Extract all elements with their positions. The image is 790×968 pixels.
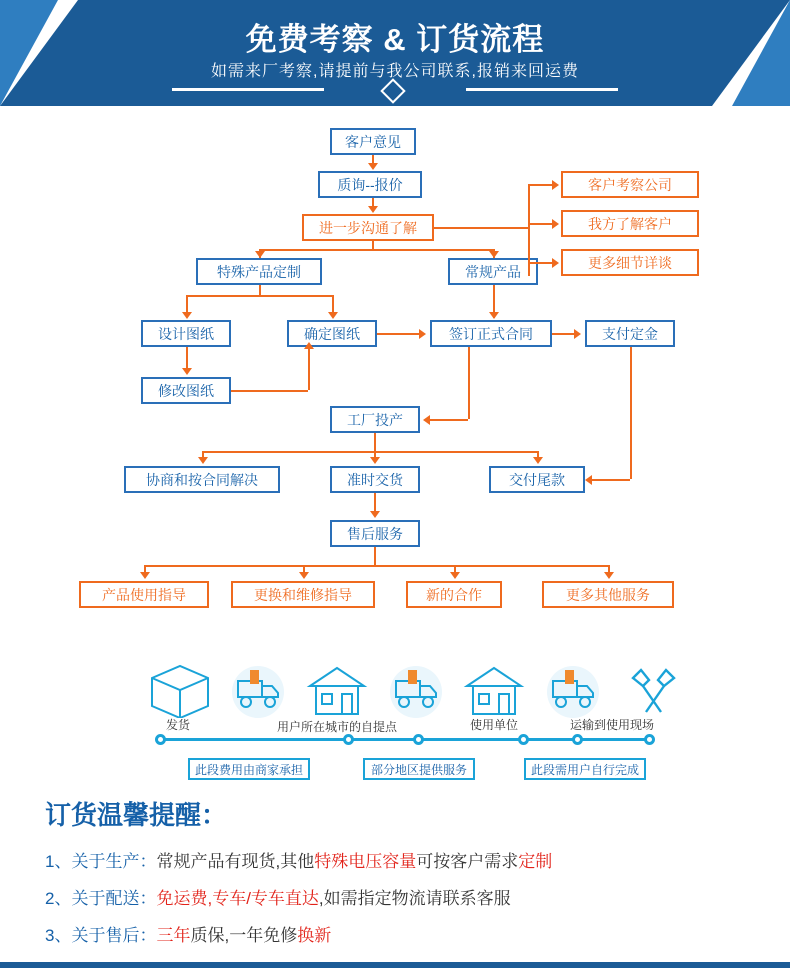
flow-node-n20: 更换和维修指导 (231, 581, 375, 608)
notice-row-part: 常规产品有现货,其他 (156, 852, 315, 871)
notice-row-label: 关于售后： (71, 926, 157, 945)
delivery-tag: 此段需用户自行完成 (524, 758, 646, 780)
delivery-stage-label: 发货 (165, 718, 190, 732)
notice-title: 订货温馨提醒： (45, 800, 228, 830)
notice-row-label: 关于生产： (71, 852, 157, 871)
arrow-icon (304, 342, 314, 349)
connector (231, 390, 308, 392)
arrow-icon (328, 312, 338, 319)
arrow-icon (423, 415, 430, 425)
notice-row (45, 884, 511, 909)
connector (372, 241, 374, 249)
connector (592, 479, 630, 481)
flow-node-n9: 设计图纸 (141, 320, 231, 347)
flow-node-n3: 进一步沟通了解 (302, 214, 434, 241)
arrow-icon (368, 163, 378, 170)
flow-node-n12: 支付定金 (585, 320, 675, 347)
flow-node-n1: 客户意见 (330, 128, 416, 155)
arrow-icon (255, 251, 265, 258)
notice-row-part: 换新 (297, 926, 332, 945)
page-header (0, 0, 790, 106)
flow-node-n13: 修改图纸 (141, 377, 231, 404)
order-notice-section (0, 795, 790, 968)
flow-node-n4: 客户考察公司 (561, 171, 699, 198)
connector (186, 295, 188, 313)
connector (468, 347, 470, 419)
arrow-icon (585, 475, 592, 485)
flow-node-n19: 产品使用指导 (79, 581, 209, 608)
track-dot (518, 734, 529, 745)
track-dot (155, 734, 166, 745)
delivery-stage-label: 用户所在城市的自提点 (276, 720, 397, 734)
connector (528, 262, 553, 264)
arrow-icon (419, 329, 426, 339)
notice-row-index: 1、 (45, 852, 72, 871)
flow-node-n6: 更多细节详谈 (561, 249, 699, 276)
flow-node-n14: 工厂投产 (330, 406, 420, 433)
connector (528, 184, 553, 186)
arrow-icon (552, 180, 559, 190)
page-subtitle: 如需来厂考察,请提前与我公司联系,报销来回运费 (211, 63, 579, 80)
delivery-icons (0, 648, 790, 718)
arrow-icon (450, 572, 460, 579)
connector (202, 451, 537, 453)
page-title: 免费考察 & 订货流程 (245, 22, 545, 57)
flow-node-n22: 更多其他服务 (542, 581, 674, 608)
flow-node-n10: 确定图纸 (287, 320, 377, 347)
delivery-stage-label: 运输到使用现场 (569, 718, 654, 732)
notice-row-part: 免运费,专车/专车直达 (156, 889, 319, 908)
connector (374, 433, 376, 451)
delivery-stage-label: 使用单位 (469, 718, 518, 732)
notice-row-part: ,如需指定物流请联系客服 (318, 889, 511, 908)
connector (430, 419, 468, 421)
connector (374, 493, 376, 513)
track-dot (644, 734, 655, 745)
header-rule-left (172, 88, 324, 91)
notice-row (45, 847, 552, 872)
notice-row-part: 三年 (156, 926, 191, 945)
connector (630, 347, 632, 479)
arrow-icon (198, 457, 208, 464)
arrow-icon (552, 258, 559, 268)
flow-node-n18: 售后服务 (330, 520, 420, 547)
notice-row (45, 921, 331, 946)
track-dot (413, 734, 424, 745)
arrow-icon (182, 312, 192, 319)
connector (259, 285, 261, 295)
notice-row-label: 关于配送： (71, 889, 157, 908)
arrow-icon (489, 312, 499, 319)
arrow-icon (182, 368, 192, 375)
notice-row-index: 2、 (45, 889, 72, 908)
footer-bar (0, 962, 790, 968)
flow-node-n7: 特殊产品定制 (196, 258, 322, 285)
connector (434, 227, 528, 229)
flow-node-n5: 我方了解客户 (561, 210, 699, 237)
delivery-tag: 此段费用由商家承担 (188, 758, 310, 780)
arrow-icon (370, 511, 380, 518)
track-dot (343, 734, 354, 745)
flow-node-n11: 签订正式合同 (430, 320, 552, 347)
notice-row-part: 定制 (518, 852, 553, 871)
flow-node-n2: 质询--报价 (318, 171, 422, 198)
arrow-icon (533, 457, 543, 464)
arrow-icon (299, 572, 309, 579)
connector (528, 223, 553, 225)
connector (144, 565, 608, 567)
arrow-icon (574, 329, 581, 339)
delivery-tag: 部分地区提供服务 (363, 758, 475, 780)
flow-node-n8: 常规产品 (448, 258, 538, 285)
flow-node-n15: 协商和按合同解决 (124, 466, 280, 493)
arrow-icon (552, 219, 559, 229)
connector (259, 249, 493, 251)
delivery-process-strip (0, 640, 790, 790)
arrow-icon (604, 572, 614, 579)
header-diamond-icon (380, 78, 405, 103)
notice-row-part: 特殊电压容量 (314, 852, 417, 871)
connector (332, 295, 334, 313)
connector (374, 547, 376, 565)
connector (377, 333, 420, 335)
arrow-icon (368, 206, 378, 213)
arrow-icon (489, 251, 499, 258)
notice-row-part: 质保,一年免修 (190, 926, 298, 945)
order-flowchart (0, 106, 790, 651)
notice-row-part: 可按客户需求 (416, 852, 519, 871)
flow-node-n16: 准时交货 (330, 466, 420, 493)
header-rule-right (466, 88, 618, 91)
track-dot (572, 734, 583, 745)
connector (186, 347, 188, 370)
notice-row-index: 3、 (45, 926, 72, 945)
arrow-icon (140, 572, 150, 579)
flow-node-n21: 新的合作 (406, 581, 502, 608)
connector (186, 295, 332, 297)
flow-node-n17: 交付尾款 (489, 466, 585, 493)
arrow-icon (370, 457, 380, 464)
connector (308, 349, 310, 390)
connector (552, 333, 575, 335)
